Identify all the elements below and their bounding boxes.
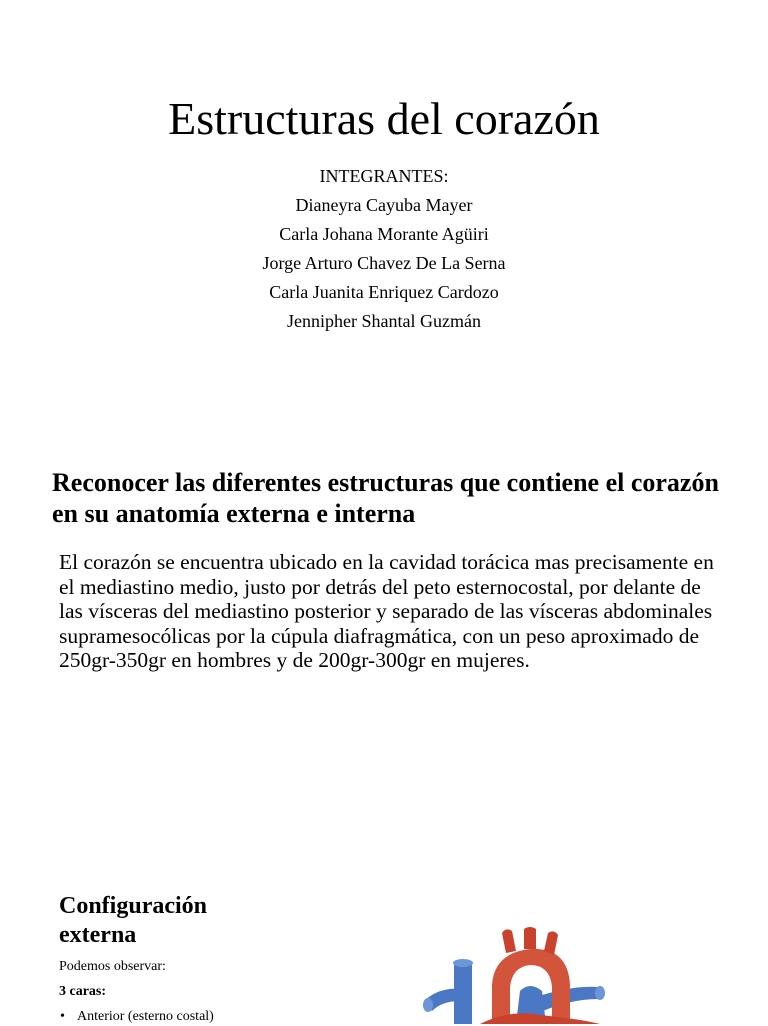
bullet-icon: • [60, 1009, 65, 1024]
member-name: Carla Johana Morante Agüiri [279, 224, 489, 244]
members-list [0, 162, 768, 336]
member-name: Jennipher Shantal Guzmán [287, 311, 481, 331]
member-name: Jorge Arturo Chavez De La Serna [262, 253, 506, 273]
members-label: INTEGRANTES: [319, 166, 449, 186]
faces-label: 3 caras: [59, 984, 107, 999]
title-slide [0, 0, 768, 400]
config-heading: Configuración externa [59, 893, 208, 948]
faces-list [59, 1008, 214, 1026]
list-item [59, 1008, 214, 1026]
member-name: Dianeyra Cayuba Mayer [295, 195, 473, 215]
face-label: Anterior (esterno costal) [77, 1009, 214, 1024]
member-name: Carla Juanita Enriquez Cardozo [269, 282, 499, 302]
config-slide [0, 870, 768, 1024]
intro-paragraph: El corazón se encuentra ubicado en la cavidad torácica mas precisamente en el mediastino medio, justo por detrás del peto esternocostal, por delante de las vísceras del mediastino posterior y separado de las vísceras abdominales supramesocólicas por la cúpula diafragmática, con un peso aproximado de 250gr-350gr en hombres y de 200gr-300gr en mujeres. [59, 550, 714, 672]
intro-slide [0, 450, 768, 790]
objective-heading: Reconocer las diferentes estructuras que contiene el corazón en su anatomía externa e interna [52, 468, 719, 528]
heart-anatomy-icon [420, 925, 635, 1024]
page-title: Estructuras del corazón [168, 93, 600, 144]
observe-text: Podemos observar: [59, 959, 166, 974]
